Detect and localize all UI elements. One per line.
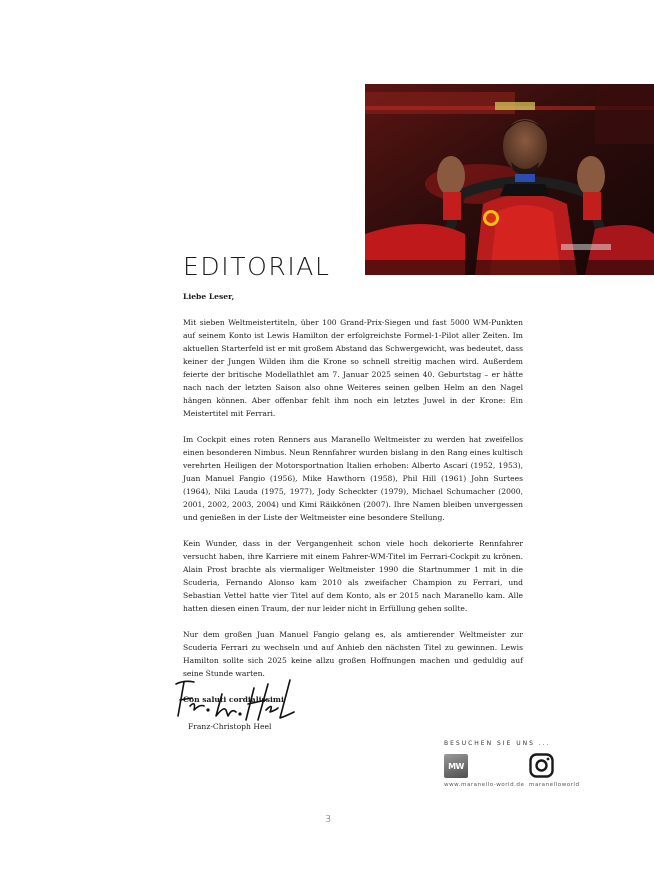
closing: Con saluti cordialissimi	[183, 695, 284, 704]
hero-photo	[365, 84, 654, 275]
salutation: Liebe Leser,	[183, 292, 235, 301]
paragraph-1: Mit sieben Weltmeistertiteln, über 100 Grand-Prix-Siegen und fast 5000 WM-Punkten auf seinem Konto ist Lewis Hamilton der erfolgreichste Formel-1-Pilot aller Zeiten. Im aktuellen Starterfeld ist er mit großem Abstand das Schwergewicht, was bedeutet, dass keiner der Jungen Wilden ihm die Krone so schnell streitig machen wird. Außerdem feierte der britische Modellathlet am 7. Januar 2025 seinen 40. Geburtstag – er hätte nach nach der letzten Saison also ohne Weiteres seinen gelben Helm an den Nagel hängen können. Aber offenbar fehlt ihm noch ein letztes Juwel in der Krone: Ein Meistertitel mit Ferrari.	[183, 318, 523, 418]
instagram-icon[interactable]	[529, 753, 554, 778]
website-link[interactable]: www.maranello-world.de	[444, 782, 525, 788]
paragraph-2: Im Cockpit eines roten Renners aus Maranello Weltmeister zu werden hat zweifellos einen besonderen Nimbus. Neun Rennfahrer wurden bislang in den Rang eines kultisch verehrten Heiligen der Motorsportnation Italien erhoben: Alberto Ascari (1952, 1953), Juan Manuel Fangio (1956), Mike Hawthorn (1958), Phil Hill (1961) John Surtees (1964), Niki Lauda (1975, 1977), Jody Scheckter (1979), Michael Schumacher (2000, 2001, 2002, 2003, 2004) und Kimi Räikkönen (2007). Ihre Namen bleiben unvergessen und genießen in der Liste der Weltmeister eine besondere Stellung.	[183, 435, 523, 522]
visit-label: BESUCHEN SIE UNS ...	[444, 740, 551, 747]
hamilton-cockpit-photo	[365, 84, 654, 275]
page-title: EDITORIAL	[183, 252, 331, 281]
editorial-letter	[183, 290, 523, 706]
paragraph-4: Nur dem großen Juan Manuel Fangio gelang es, als amtierender Weltmeister zur Scuderia Ferrari zu wechseln und auf Anhieb den nächsten Titel zu gewinnen. Lewis Hamilton sollte sich 2025 keine allzu großen Hoffnungen machen und geduldig auf seine Stunde warten.	[183, 630, 523, 678]
paragraph-3: Kein Wunder, dass in der Vergangenheit schon viele hoch dekorierte Rennfahrer versucht haben, ihre Karriere mit einem Fahrer-WM-Titel im Ferrari-Cockpit zu krönen. Alain Prost brachte als viermaliger Weltmeister 1990 die Startnummer 1 mit in die Scuderia, Fernando Alonso kam 2010 als zweifacher Champion zu Ferrari, und Sebastian Vettel hatte vier Titel auf dem Konto, als er 2015 nach Maranello kam. Alle hatten diesen einen Traum, der nur leider nicht in Erfüllung gehen sollte.	[183, 539, 523, 613]
signer-name: Franz-Christoph Heel	[188, 722, 272, 731]
instagram-handle[interactable]: maranelloworld	[529, 782, 580, 788]
page-number: 3	[324, 814, 332, 825]
maranello-world-logo[interactable]: MW	[444, 754, 468, 778]
handwritten-signature	[170, 676, 305, 726]
